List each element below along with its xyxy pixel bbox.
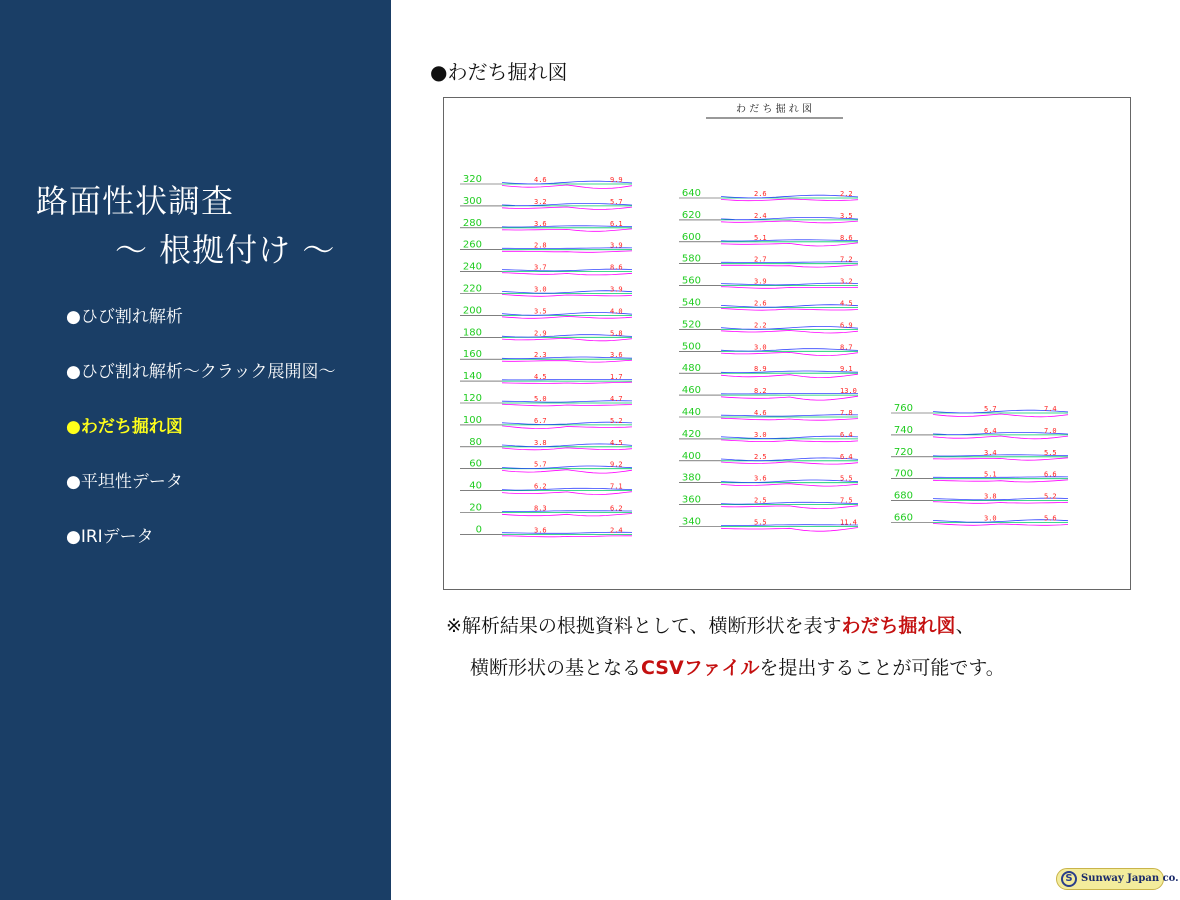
station-label: 80 bbox=[469, 436, 482, 448]
profile-line-b bbox=[721, 506, 858, 509]
nav-item-crack-development[interactable]: ●ひび割れ解析～クラック展開図～ bbox=[66, 362, 336, 382]
rut-depth-left: 3.8 bbox=[984, 492, 997, 501]
rut-depth-left: 8.9 bbox=[754, 365, 767, 374]
station-label: 460 bbox=[681, 385, 701, 397]
rut-depth-left: 2.6 bbox=[754, 299, 767, 308]
rut-depth-left: 2.4 bbox=[754, 211, 767, 220]
profile-line-a bbox=[721, 262, 858, 263]
rut-depth-right: 9.1 bbox=[840, 365, 853, 374]
profile-line-a bbox=[721, 305, 858, 308]
rut-depth-left: 5.1 bbox=[984, 470, 997, 479]
station-label: 640 bbox=[681, 188, 701, 199]
profile-line-b bbox=[502, 470, 632, 473]
note-highlight-rutting: わだち掘れ図 bbox=[841, 615, 956, 637]
station-label: 0 bbox=[475, 524, 482, 536]
note-line-1-end: 、 bbox=[955, 615, 975, 637]
profile-line-b bbox=[721, 331, 858, 334]
profile-line-b bbox=[721, 221, 858, 223]
profile-line-b bbox=[502, 229, 632, 232]
rut-depth-right: 6.6 bbox=[1044, 470, 1057, 479]
rut-depth-right: 9.9 bbox=[610, 176, 623, 184]
diagram-title: わ だ ち 掘 れ 図 bbox=[736, 104, 812, 115]
rut-depth-right: 6.1 bbox=[610, 219, 623, 228]
profile-line-b bbox=[721, 396, 858, 400]
profile-row bbox=[679, 495, 858, 509]
rut-depth-right: 3.2 bbox=[840, 277, 853, 286]
profile-row bbox=[679, 232, 858, 246]
station-label: 40 bbox=[469, 480, 482, 492]
profile-line-a bbox=[721, 371, 858, 373]
note-highlight-csv: CSVファイル bbox=[641, 657, 760, 679]
profile-row bbox=[460, 218, 632, 232]
profile-line-b bbox=[721, 484, 858, 486]
profile-line-b bbox=[502, 382, 632, 383]
station-label: 280 bbox=[462, 217, 482, 229]
profile-line-b bbox=[933, 524, 1068, 526]
profile-line-a bbox=[721, 502, 858, 504]
rut-depth-right: 9.2 bbox=[610, 460, 623, 469]
station-label: 540 bbox=[681, 297, 701, 309]
rut-depth-left: 3.2 bbox=[534, 197, 547, 206]
station-label: 560 bbox=[681, 275, 701, 287]
rut-depth-left: 3.8 bbox=[534, 438, 547, 447]
profile-line-b bbox=[721, 309, 858, 311]
rut-depth-left: 2.5 bbox=[754, 452, 767, 461]
rut-depth-left: 3.0 bbox=[754, 430, 767, 439]
profile-row bbox=[460, 437, 632, 450]
profile-line-b bbox=[721, 374, 858, 377]
profile-row bbox=[679, 407, 858, 420]
rut-depth-left: 2.9 bbox=[534, 329, 547, 338]
profile-row bbox=[891, 491, 1068, 504]
nav-item-rutting-diagram[interactable]: ●わだち掘れ図 bbox=[66, 417, 183, 437]
profile-line-a bbox=[721, 240, 858, 241]
profile-line-b bbox=[721, 418, 858, 420]
rut-depth-right: 6.4 bbox=[840, 430, 853, 439]
profile-row bbox=[679, 319, 858, 333]
profile-row bbox=[460, 481, 632, 495]
rut-depth-left: 3.0 bbox=[984, 514, 997, 523]
rut-depth-left: 3.9 bbox=[754, 277, 767, 286]
profile-row bbox=[460, 240, 632, 253]
station-label: 300 bbox=[462, 195, 482, 207]
profile-row bbox=[679, 473, 858, 486]
rut-depth-left: 3.4 bbox=[984, 448, 997, 457]
section-subtitle: ～ 根拠付け ～ bbox=[115, 231, 336, 269]
profile-row bbox=[460, 174, 632, 188]
note-line-1-text: ※解析結果の根拠資料として、横断形状を表す bbox=[446, 615, 842, 637]
rut-depth-left: 4.6 bbox=[754, 409, 767, 417]
company-logo bbox=[1056, 868, 1179, 890]
nav-item-crack-analysis[interactable]: ●ひび割れ解析 bbox=[66, 307, 183, 327]
station-label: 700 bbox=[893, 468, 913, 480]
profile-row bbox=[460, 459, 632, 473]
profile-row bbox=[891, 469, 1068, 482]
section-title: 路面性状調査 bbox=[36, 182, 235, 220]
rutting-diagram-frame bbox=[443, 97, 1131, 590]
profile-line-a bbox=[721, 458, 858, 461]
rut-depth-right: 3.9 bbox=[610, 241, 623, 250]
note-line-2 bbox=[470, 653, 1005, 680]
rut-depth-left: 3.5 bbox=[534, 307, 547, 316]
rut-depth-left: 5.0 bbox=[534, 395, 547, 403]
rut-depth-left: 2.8 bbox=[534, 241, 547, 250]
station-label: 740 bbox=[893, 424, 913, 436]
rut-depth-left: 2.7 bbox=[754, 255, 767, 264]
rut-depth-left: 8.2 bbox=[754, 387, 767, 396]
station-label: 320 bbox=[462, 174, 482, 185]
rut-depth-right: 4.5 bbox=[840, 299, 853, 308]
rut-depth-left: 8.3 bbox=[534, 504, 547, 513]
logo-text: Sunway Japan co. bbox=[1081, 873, 1179, 884]
rut-depth-right: 6.9 bbox=[840, 321, 853, 330]
profile-row bbox=[460, 196, 632, 210]
rut-depth-right: 5.2 bbox=[1044, 492, 1057, 501]
station-label: 400 bbox=[681, 450, 701, 462]
rut-depth-left: 3.6 bbox=[534, 219, 547, 228]
station-label: 680 bbox=[893, 490, 913, 502]
profile-line-b bbox=[502, 207, 632, 209]
profile-row bbox=[679, 517, 858, 532]
profile-row bbox=[460, 349, 632, 362]
rut-depth-left: 5.5 bbox=[754, 518, 767, 527]
rut-depth-left: 3.0 bbox=[754, 343, 767, 352]
rut-depth-right: 7.0 bbox=[1044, 426, 1057, 435]
profile-line-b bbox=[721, 528, 858, 532]
profile-line-a bbox=[721, 195, 858, 198]
rut-depth-right: 7.4 bbox=[1044, 405, 1057, 413]
profile-line-b bbox=[502, 317, 632, 319]
rut-depth-right: 4.7 bbox=[610, 395, 623, 403]
station-label: 60 bbox=[469, 458, 482, 470]
station-label: 340 bbox=[681, 516, 701, 528]
profile-line-b bbox=[721, 265, 858, 267]
rut-depth-left: 3.7 bbox=[534, 263, 547, 272]
profile-row bbox=[679, 451, 858, 464]
profile-line-b bbox=[721, 440, 858, 442]
profile-line-b bbox=[721, 243, 858, 246]
rut-depth-left: 6.7 bbox=[534, 416, 547, 425]
station-label: 420 bbox=[681, 428, 701, 440]
profile-row bbox=[679, 298, 858, 311]
rut-depth-right: 6.4 bbox=[840, 452, 853, 461]
station-label: 220 bbox=[462, 283, 482, 295]
profile-row bbox=[460, 393, 632, 406]
station-label: 20 bbox=[469, 502, 482, 514]
rut-depth-left: 5.7 bbox=[984, 405, 997, 413]
station-label: 720 bbox=[893, 446, 913, 458]
profile-line-b bbox=[502, 251, 632, 252]
profile-line-b bbox=[502, 536, 632, 537]
profile-row bbox=[679, 188, 858, 201]
rut-depth-right: 7.2 bbox=[840, 255, 853, 264]
profile-row bbox=[460, 284, 632, 297]
rut-depth-right: 4.5 bbox=[610, 438, 623, 447]
note-line-2-text: 横断形状の基となる bbox=[470, 657, 642, 679]
profile-line-b bbox=[502, 448, 632, 450]
profile-row bbox=[460, 305, 632, 318]
rut-depth-right: 13.0 bbox=[840, 387, 857, 396]
station-label: 200 bbox=[462, 305, 482, 317]
station-label: 180 bbox=[462, 327, 482, 339]
profile-row bbox=[460, 524, 632, 536]
profile-row bbox=[891, 425, 1068, 439]
profile-line-b bbox=[933, 458, 1068, 460]
rut-depth-right: 3.5 bbox=[840, 211, 853, 220]
rut-depth-left: 2.6 bbox=[754, 190, 767, 198]
rut-depth-right: 5.7 bbox=[610, 197, 623, 206]
profile-line-b bbox=[933, 414, 1068, 417]
profile-line-a bbox=[721, 217, 858, 219]
profile-line-b bbox=[502, 426, 632, 429]
profile-row bbox=[679, 341, 858, 355]
station-label: 380 bbox=[681, 472, 701, 484]
profile-row bbox=[460, 371, 632, 383]
rut-depth-right: 3.9 bbox=[610, 285, 623, 294]
rut-depth-left: 2.2 bbox=[754, 321, 767, 330]
rut-depth-left: 3.0 bbox=[534, 285, 547, 294]
nav-item-flatness-data[interactable]: ●平坦性データ bbox=[66, 472, 183, 492]
station-label: 580 bbox=[681, 253, 701, 265]
rut-depth-left: 6.2 bbox=[534, 482, 547, 491]
rut-depth-right: 8.6 bbox=[840, 233, 853, 242]
profile-line-a bbox=[721, 349, 858, 352]
rut-depth-left: 4.6 bbox=[534, 176, 547, 184]
rut-depth-left: 4.5 bbox=[534, 373, 547, 382]
profile-line-b bbox=[502, 273, 632, 275]
logo-mark-icon: S bbox=[1061, 871, 1077, 887]
station-label: 600 bbox=[681, 231, 701, 243]
profile-row bbox=[891, 513, 1068, 526]
profile-row bbox=[679, 429, 858, 442]
rut-depth-right: 8.7 bbox=[840, 343, 853, 352]
profile-row bbox=[460, 415, 632, 429]
rut-depth-right: 7.8 bbox=[840, 409, 853, 417]
profile-line-b bbox=[721, 199, 858, 201]
rut-depth-right: 7.5 bbox=[840, 496, 853, 505]
station-label: 620 bbox=[681, 209, 701, 221]
note-line-1 bbox=[446, 611, 975, 638]
rut-depth-left: 3.6 bbox=[754, 474, 767, 483]
profile-line-a bbox=[721, 283, 858, 285]
rut-depth-left: 5.1 bbox=[754, 233, 767, 242]
rut-depth-right: 5.2 bbox=[610, 416, 623, 425]
rut-depth-right: 4.0 bbox=[610, 307, 623, 316]
rut-depth-left: 3.6 bbox=[534, 526, 547, 535]
rut-depth-right: 8.6 bbox=[610, 263, 623, 272]
rut-depth-right: 5.6 bbox=[1044, 514, 1057, 523]
rut-depth-left: 5.7 bbox=[534, 460, 547, 469]
profile-row bbox=[679, 363, 858, 377]
rut-depth-right: 3.6 bbox=[610, 351, 623, 360]
nav-item-iri-data[interactable]: ●IRIデータ bbox=[66, 527, 154, 547]
profile-line-b bbox=[502, 185, 632, 188]
station-label: 660 bbox=[893, 512, 913, 524]
profile-row bbox=[460, 262, 632, 275]
rut-depth-right: 5.8 bbox=[610, 329, 623, 338]
profile-row bbox=[891, 403, 1068, 417]
station-label: 140 bbox=[462, 371, 482, 383]
rut-depth-left: 6.4 bbox=[984, 426, 997, 435]
profile-line-b bbox=[502, 295, 632, 297]
profile-row bbox=[679, 254, 858, 267]
rut-depth-right: 5.5 bbox=[1044, 448, 1057, 457]
profile-line-b bbox=[933, 480, 1068, 482]
sidebar bbox=[0, 0, 391, 900]
profile-line-a bbox=[721, 436, 858, 438]
profile-line-a bbox=[721, 327, 858, 330]
profile-row bbox=[891, 447, 1068, 460]
station-label: 500 bbox=[681, 341, 701, 353]
station-label: 120 bbox=[462, 393, 482, 404]
profile-row bbox=[460, 503, 632, 516]
rut-depth-right: 2.2 bbox=[840, 190, 853, 198]
profile-row bbox=[679, 385, 858, 400]
rut-depth-right: 7.1 bbox=[610, 482, 623, 491]
station-label: 360 bbox=[681, 494, 701, 506]
rut-depth-left: 2.5 bbox=[754, 496, 767, 505]
station-label: 520 bbox=[681, 319, 701, 331]
station-label: 260 bbox=[462, 239, 482, 251]
profile-line-a bbox=[721, 525, 858, 526]
note-line-2-end: を提出することが可能です。 bbox=[759, 657, 1005, 679]
profile-line-b bbox=[502, 514, 632, 516]
station-label: 760 bbox=[893, 403, 913, 414]
profile-line-b bbox=[502, 338, 632, 340]
rut-depth-right: 5.5 bbox=[840, 474, 853, 483]
station-label: 440 bbox=[681, 407, 701, 418]
profile-line-b bbox=[933, 436, 1068, 439]
station-label: 240 bbox=[462, 261, 482, 273]
profile-line-b bbox=[502, 492, 632, 495]
rut-depth-left: 2.3 bbox=[534, 351, 547, 360]
profile-line-a bbox=[721, 415, 858, 416]
station-label: 480 bbox=[681, 363, 701, 375]
profile-row bbox=[679, 210, 858, 223]
profile-row bbox=[460, 327, 632, 341]
profile-line-a bbox=[721, 480, 858, 483]
profile-line-a bbox=[721, 393, 858, 394]
station-label: 100 bbox=[462, 414, 482, 426]
profile-line-b bbox=[502, 360, 632, 362]
rutting-diagram bbox=[444, 98, 1130, 589]
profile-row bbox=[679, 276, 858, 289]
profile-line-b bbox=[721, 287, 858, 289]
profile-line-b bbox=[933, 502, 1068, 504]
page-heading: ●わだち掘れ図 bbox=[430, 60, 568, 84]
rut-depth-right: 1.7 bbox=[610, 373, 623, 382]
rut-depth-right: 2.4 bbox=[610, 526, 623, 535]
profile-line-b bbox=[721, 462, 858, 464]
station-label: 160 bbox=[462, 349, 482, 361]
rut-depth-right: 11.4 bbox=[840, 518, 857, 527]
profile-line-b bbox=[721, 352, 858, 355]
rut-depth-right: 6.2 bbox=[610, 504, 623, 513]
profile-line-b bbox=[502, 404, 632, 406]
